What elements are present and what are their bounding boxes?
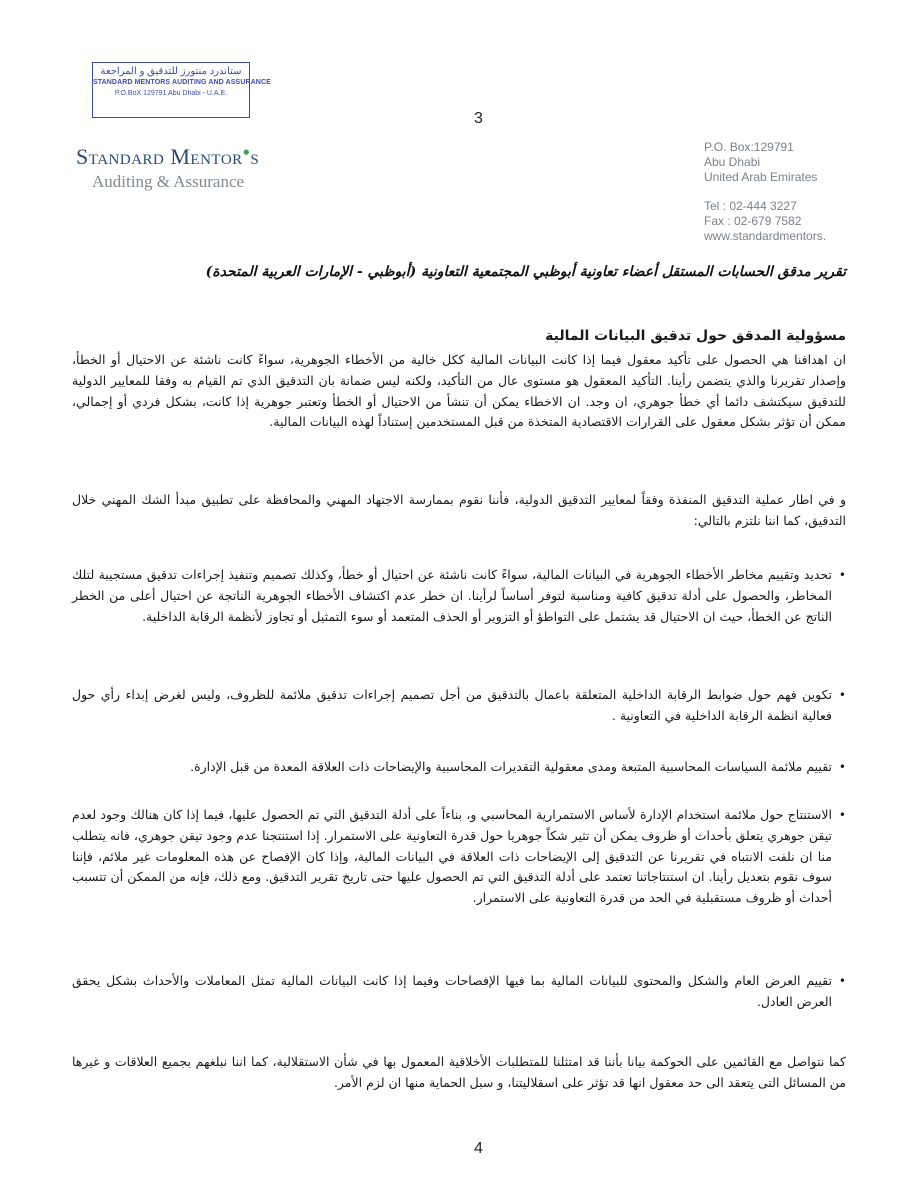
paragraph-objectives: ان اهدافنا هي الحصول على تأكيد معقول فيما إذا كانت البيانات المالية ككل خالية من الأخطاء الجوهرية، سواءً كانت ناشئة عن الاحتيال أو الخطأ، وإصدار تقريرنا والذي يتضمن رأينا. التأكيد المعقول هو مستوى عال من التأكيد، ولكنه ليس ضمانة بان التدقيق الذي تم القيام به وفقا للمعايير الدولية للتدقيق سيكتشف دائما أي خطأ جوهري، ان وجد. ان الاخطاء يمكن أن تنشأ من الاحتيال أو الخطأ وتعتبر جوهرية إذا كانت، بشكل فردي أو إجمالي، ممكن أن تؤثر بشكل معقول على القرارات الاقتصادية المتخذة من قبل المستخدمين إستناداً لهذه البيانات المالية.	[72, 352, 846, 430]
contact-fax: Fax : 02-679 7582	[704, 214, 802, 228]
logo-brand-name: Standard Mentor	[76, 144, 243, 169]
report-title: تقرير مدقق الحسابات المستقل أعضاء تعاونية أبوظبي المجتمعية التعاونية (أبوظبي - الإمارات العربية المتحدة)	[205, 264, 846, 280]
bullet-going-concern: • الاستنتاج حول ملائمة استخدام الإدارة لأساس الاستمرارية المحاسبي و، بناءاً على أدلة التدقيق التي تم الحصول عليها، فيما إذا كان هنالك وجود لعدم تيقن جوهري يتعلق بأحداث أو ظروف يمكن أن تثير شكاً جوهريا حول قدرة التعاونية على الاستمرار. إذا استنتجنا عدم وجود تيقن جوهري، فانه يتطلب منا ان نلفت الانتباه في تقريرنا عن التدقيق إلى الإيضاحات ذات العلاقة في البيانات المالية، وإذا كان الإفصاح عن هذه المعلومات غير ملائم، فإننا سوف نقوم بتعديل رأينا. ان استنتاجاتنا تعتمد على أدلة التدقيق التي تم الحصول عليها حتى تاريخ تقرير التدقيق. ومع ذلك، فإنه من الممكن أن تتسبب أحداث أو ظروف مستقبلية في الحد من قدرة التعاونية على الاستمرار.	[72, 805, 846, 909]
logo-dot-icon: ●	[242, 144, 251, 159]
contact-country: United Arab Emirates	[704, 170, 818, 184]
contact-tel: Tel : 02-444 3227	[704, 199, 797, 213]
contact-website: www.standardmentors.	[704, 229, 827, 243]
bullet-presentation: • تقييم العرض العام والشكل والمحتوى للبيانات المالية بما فيها الإفصاحات وفيما إذا كانت البيانات المالية تمثل المعاملات والأحداث بشكل يحقق العرض العادل.	[72, 971, 846, 1013]
stamp-english-line: STANDARD MENTORS AUDITING AND ASSURANCE	[93, 78, 271, 86]
contact-city: Abu Dhabi	[704, 155, 761, 169]
bullet-risk-assessment: • تحديد وتقييم مخاطر الأخطاء الجوهرية في البيانات المالية، سواءً كانت ناشئة عن احتيال أو خطأ، وكذلك تصميم وتنفيذ إجراءات تدقيق مستجيبة لتلك المخاطر، والحصول على أدلة تدقيق كافية ومناسبة لتوفر أساساً لرأينا. ان خطر عدم اكتشاف الأخطاء الجوهرية الناتجة عن احتيال أعلى من الخطر الناتج عن الخطأ، حيث ان الاحتيال قد يشتمل على التواطؤ أو التزوير أو الحذف المتعمد أو سوء التمثيل أو تجاوز لأنظمة الرقابة الداخلية.	[72, 565, 846, 627]
bullet-accounting-policies: • تقييم ملائمة السياسات المحاسبية المتبعة ومدى معقولية التقديرات المحاسبية والإيضاحات ذات العلاقة المعدة من قبل الإدارة.	[72, 757, 846, 778]
section-heading: مسؤولية المدقق حول تدقيق البيانات المالية	[545, 328, 846, 344]
logo-subtitle: Auditing & Assurance	[92, 172, 245, 191]
contact-block	[704, 140, 826, 244]
logo-brand-end: s	[250, 144, 260, 169]
stamp-address-line: P.O.BoX 129791 Abu Dhabi - U.A.E.	[114, 90, 228, 98]
stamp-arabic-line: ستاندرد منتورز للتدقيق و المراجعة	[100, 66, 242, 77]
bullet-internal-control: • تكوين فهم حول ضوابط الرقابة الداخلية المتعلقة باعمال بالتدقيق من أجل تصميم إجراءات تدقيق ملائمة للظروف، وليس لغرض إبداء رأي حول فعالية انظمة الرقابة الداخلية في التعاونية .	[72, 685, 846, 727]
company-logo	[76, 144, 259, 192]
page-number-bottom: 4	[474, 1140, 483, 1157]
paragraph-audit-framework: و في اطار عملية التدقيق المنفذة وفقاً لمعايير التدقيق الدولية، فأننا نقوم بممارسة الاجتهاد المهني والمحافظة على تطبيق مبدأ الشك المهني خلال التدقيق، كما اننا نلتزم بالتالي:	[72, 492, 846, 528]
paragraph-governance: كما نتواصل مع القائمين على الحوكمة بيانا بأننا قد امتثلنا للمتطلبات الأخلاقية المعمول بها في شأن الاستقلالية، كما اننا نبلغهم بجميع العلاقات و غيرها من المسائل التى يتعقد الى حد معقول انها قد تؤثر على اسقلاليتنا، و سبل الحماية منها ان لزم الأمر.	[72, 1054, 846, 1090]
company-stamp	[92, 62, 271, 118]
page-number-top: 3	[474, 110, 483, 127]
contact-po-box: P.O. Box:129791	[704, 140, 794, 154]
